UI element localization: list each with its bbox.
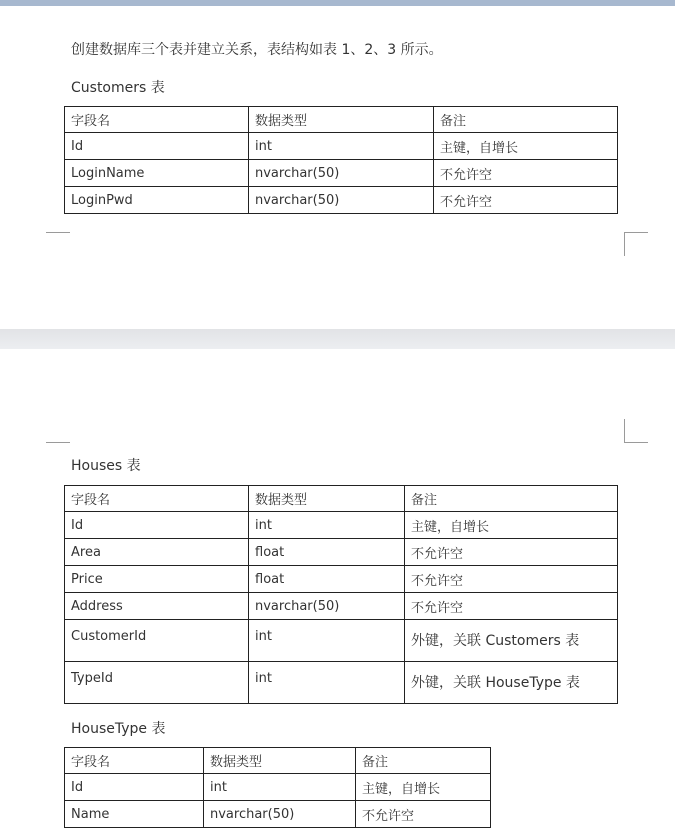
document-page-1	[0, 6, 675, 329]
table-cell: 外键，关联 HouseType 表	[405, 662, 618, 704]
table-cell: Id	[65, 774, 204, 801]
housetype-table	[64, 747, 491, 828]
table-cell: nvarchar(50)	[204, 801, 356, 828]
table-cell: float	[249, 539, 405, 566]
table-header-row	[65, 486, 618, 512]
page-corner-mark-bottom-right	[624, 232, 648, 256]
table-cell: int	[249, 512, 405, 539]
table-cell: TypeId	[65, 662, 249, 704]
table-header-row	[65, 748, 491, 774]
table-cell: Id	[65, 133, 249, 160]
table-cell: 主键，自增长	[356, 774, 491, 801]
table-row	[65, 539, 618, 566]
table-row	[65, 593, 618, 620]
table-row	[65, 620, 618, 662]
table-cell: Address	[65, 593, 249, 620]
table-row	[65, 160, 618, 187]
page-corner-mark-bottom-left	[46, 232, 70, 256]
table-cell: Area	[65, 539, 249, 566]
header-cell: 数据类型	[249, 486, 405, 512]
table-row	[65, 774, 491, 801]
header-cell: 字段名	[65, 107, 249, 133]
table-cell: int	[249, 662, 405, 704]
table-cell: 外键，关联 Customers 表	[405, 620, 618, 662]
table-row	[65, 133, 618, 160]
table-row	[65, 801, 491, 828]
table-cell: int	[204, 774, 356, 801]
page-corner-mark-top-left	[46, 419, 70, 443]
table-cell: 主键，自增长	[405, 512, 618, 539]
table-cell: nvarchar(50)	[249, 187, 434, 214]
table-cell: int	[249, 620, 405, 662]
table-cell: Id	[65, 512, 249, 539]
header-cell: 数据类型	[249, 107, 434, 133]
customers-table	[64, 106, 618, 214]
header-cell: 字段名	[65, 748, 204, 774]
houses-table-caption: Houses 表	[71, 458, 141, 474]
table-row	[65, 512, 618, 539]
table-cell: LoginPwd	[65, 187, 249, 214]
table-cell: float	[249, 566, 405, 593]
table-row	[65, 187, 618, 214]
table-cell: 不允许空	[434, 187, 618, 214]
table-cell: CustomerId	[65, 620, 249, 662]
table-cell: int	[249, 133, 434, 160]
table-cell: nvarchar(50)	[249, 593, 405, 620]
header-cell: 备注	[434, 107, 618, 133]
table-header-row	[65, 107, 618, 133]
table-cell: 不允许空	[405, 539, 618, 566]
customers-table-caption: Customers 表	[71, 80, 165, 96]
header-cell: 备注	[405, 486, 618, 512]
table-cell: 不允许空	[356, 801, 491, 828]
table-cell: nvarchar(50)	[249, 160, 434, 187]
intro-paragraph: 创建数据库三个表并建立关系，表结构如表 1、2、3 所示。	[71, 42, 443, 58]
document-page-2	[0, 349, 675, 826]
table-row	[65, 566, 618, 593]
table-cell: Name	[65, 801, 204, 828]
header-cell: 字段名	[65, 486, 249, 512]
table-cell: 不允许空	[405, 593, 618, 620]
page-gap	[0, 329, 675, 349]
table-cell: Price	[65, 566, 249, 593]
header-cell: 数据类型	[204, 748, 356, 774]
table-cell: 不允许空	[405, 566, 618, 593]
table-cell: 不允许空	[434, 160, 618, 187]
table-cell: LoginName	[65, 160, 249, 187]
table-row	[65, 662, 618, 704]
header-cell: 备注	[356, 748, 491, 774]
houses-table	[64, 485, 618, 704]
table-cell: 主键，自增长	[434, 133, 618, 160]
housetype-table-caption: HouseType 表	[71, 721, 166, 737]
page-corner-mark-top-right	[624, 419, 648, 443]
